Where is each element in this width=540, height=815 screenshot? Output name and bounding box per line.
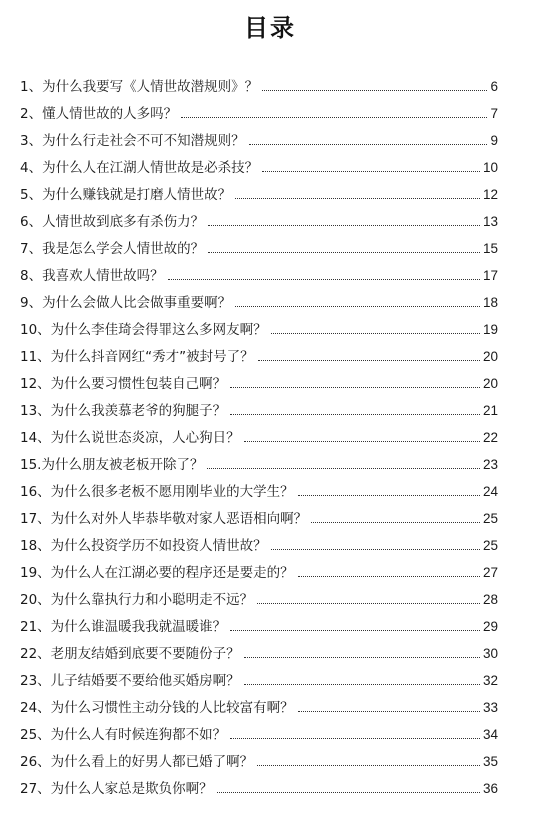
dot-leader — [235, 198, 480, 199]
dot-leader — [257, 765, 480, 766]
toc-entry-title: 15.为什么朋友被老板开除了？ — [20, 457, 204, 473]
toc-entry-title: 6、人情世故到底多有杀伤力？ — [20, 214, 205, 230]
toc-entry-page-number: 29 — [482, 619, 498, 634]
dot-leader — [298, 711, 480, 712]
toc-entry[interactable] — [20, 581, 498, 608]
toc-entry-title: 5、为什么赚钱就是打磨人情世故？ — [20, 187, 232, 203]
dot-leader — [181, 117, 487, 118]
toc-entry[interactable] — [20, 176, 498, 203]
dot-leader — [298, 495, 480, 496]
dot-leader — [244, 657, 480, 658]
toc-entry-page-number: 35 — [482, 754, 498, 769]
toc-entry[interactable] — [20, 149, 498, 176]
toc-entry-page-number: 20 — [482, 376, 498, 391]
toc-entry-page-number: 21 — [482, 403, 498, 418]
toc-entry-title: 22、老朋友结婚到底要不要随份子？ — [20, 646, 240, 662]
toc-entry-title: 3、为什么行走社会不可不知潜规则？ — [20, 133, 245, 149]
toc-entry[interactable] — [20, 392, 498, 419]
toc-entry-title: 18、为什么投资学历不如投资人情世故？ — [20, 538, 267, 554]
toc-entry-title: 27、为什么人家总是欺负你啊？ — [20, 781, 213, 797]
toc-entry[interactable] — [20, 446, 498, 473]
toc-entry-title: 12、为什么要习惯性包装自己啊？ — [20, 376, 227, 392]
toc-entry-page-number: 15 — [482, 241, 498, 256]
toc-entry[interactable] — [20, 419, 498, 446]
toc-entry[interactable] — [20, 716, 498, 743]
dot-leader — [271, 549, 480, 550]
toc-entry-title: 2、懂人情世故的人多吗？ — [20, 106, 178, 122]
toc-entry-page-number: 9 — [490, 133, 498, 148]
toc-entry-page-number: 33 — [482, 700, 498, 715]
toc-entry[interactable] — [20, 689, 498, 716]
toc-entry[interactable] — [20, 203, 498, 230]
toc-entry-page-number: 18 — [482, 295, 498, 310]
dot-leader — [311, 522, 480, 523]
dot-leader — [230, 630, 480, 631]
toc-entry-title: 20、为什么靠执行力和小聪明走不远？ — [20, 592, 254, 608]
toc-entry-title: 8、我喜欢人情世故吗？ — [20, 268, 164, 284]
toc-entry-title: 10、为什么李佳琦会得罪这么多网友啊？ — [20, 322, 267, 338]
toc-entry-page-number: 20 — [482, 349, 498, 364]
toc-entry[interactable] — [20, 284, 498, 311]
toc-entry-page-number: 23 — [482, 457, 498, 472]
toc-entry-page-number: 30 — [482, 646, 498, 661]
toc-entry-title: 9、为什么会做人比会做事重要啊？ — [20, 295, 232, 311]
toc-entry-page-number: 24 — [482, 484, 498, 499]
toc-entry-title: 11、为什么抖音网红“秀才”被封号了？ — [20, 349, 254, 365]
toc-entry[interactable] — [20, 95, 498, 122]
toc-entry[interactable] — [20, 230, 498, 257]
dot-leader — [262, 90, 487, 91]
dot-leader — [230, 738, 480, 739]
toc-entry-title: 21、为什么谁温暖我我就温暖谁？ — [20, 619, 227, 635]
toc-entry-title: 19、为什么人在江湖必要的程序还是要走的？ — [20, 565, 294, 581]
toc-entry[interactable] — [20, 662, 498, 689]
toc-entry-page-number: 25 — [482, 538, 498, 553]
toc-entry[interactable] — [20, 554, 498, 581]
toc-entry-page-number: 17 — [482, 268, 498, 283]
toc-entry-title: 24、为什么习惯性主动分钱的人比较富有啊？ — [20, 700, 294, 716]
dot-leader — [207, 468, 479, 469]
toc-entry[interactable] — [20, 68, 498, 95]
toc-entry-title: 23、儿子结婚要不要给他买婚房啊？ — [20, 673, 240, 689]
toc-entry-title: 14、为什么说世态炎凉，人心狗日？ — [20, 430, 240, 446]
dot-leader — [258, 360, 480, 361]
toc-entry-page-number: 12 — [482, 187, 498, 202]
dot-leader — [262, 171, 480, 172]
page-title: 目录 — [244, 14, 296, 42]
toc-entry[interactable] — [20, 500, 498, 527]
dot-leader — [244, 441, 480, 442]
dot-leader — [257, 603, 480, 604]
dot-leader — [217, 792, 480, 793]
toc-entry[interactable] — [20, 608, 498, 635]
toc-entry-page-number: 28 — [482, 592, 498, 607]
toc-entry-page-number: 36 — [482, 781, 498, 796]
toc-entry[interactable] — [20, 122, 498, 149]
toc-entry-page-number: 13 — [482, 214, 498, 229]
toc-entry-page-number: 6 — [490, 79, 498, 94]
dot-leader — [168, 279, 480, 280]
toc-entry[interactable] — [20, 311, 498, 338]
toc-entry-title: 13、为什么我羡慕老爷的狗腿子？ — [20, 403, 227, 419]
toc-entry-title: 1、为什么我要写《人情世故潜规则》？ — [20, 79, 259, 95]
toc-entry[interactable] — [20, 743, 498, 770]
toc-entry[interactable] — [20, 473, 498, 500]
toc-entry-page-number: 19 — [482, 322, 498, 337]
dot-leader — [249, 144, 488, 145]
dot-leader — [244, 684, 480, 685]
toc-entry-title: 25、为什么人有时候连狗都不如？ — [20, 727, 227, 743]
toc-entry-page-number: 34 — [482, 727, 498, 742]
dot-leader — [235, 306, 480, 307]
toc-list — [20, 68, 498, 797]
toc-entry-page-number: 27 — [482, 565, 498, 580]
toc-entry-page-number: 32 — [482, 673, 498, 688]
toc-entry-page-number: 10 — [482, 160, 498, 175]
dot-leader — [208, 225, 480, 226]
dot-leader — [230, 414, 480, 415]
toc-entry-page-number: 25 — [482, 511, 498, 526]
toc-entry[interactable] — [20, 635, 498, 662]
toc-entry-title: 4、为什么人在江湖人情世故是必杀技？ — [20, 160, 259, 176]
toc-entry-title: 26、为什么看上的好男人都已婚了啊？ — [20, 754, 254, 770]
toc-entry-page-number: 7 — [490, 106, 498, 121]
toc-entry[interactable] — [20, 770, 498, 797]
dot-leader — [230, 387, 480, 388]
dot-leader — [208, 252, 480, 253]
toc-entry-page-number: 22 — [482, 430, 498, 445]
toc-entry-title: 17、为什么对外人毕恭毕敬对家人恶语相向啊？ — [20, 511, 308, 527]
toc-entry-title: 7、我是怎么学会人情世故的？ — [20, 241, 205, 257]
dot-leader — [271, 333, 480, 334]
toc-entry[interactable] — [20, 365, 498, 392]
toc-entry[interactable] — [20, 527, 498, 554]
dot-leader — [298, 576, 480, 577]
toc-entry-title: 16、为什么很多老板不愿用刚毕业的大学生？ — [20, 484, 294, 500]
toc-entry[interactable] — [20, 257, 498, 284]
toc-entry[interactable] — [20, 338, 498, 365]
